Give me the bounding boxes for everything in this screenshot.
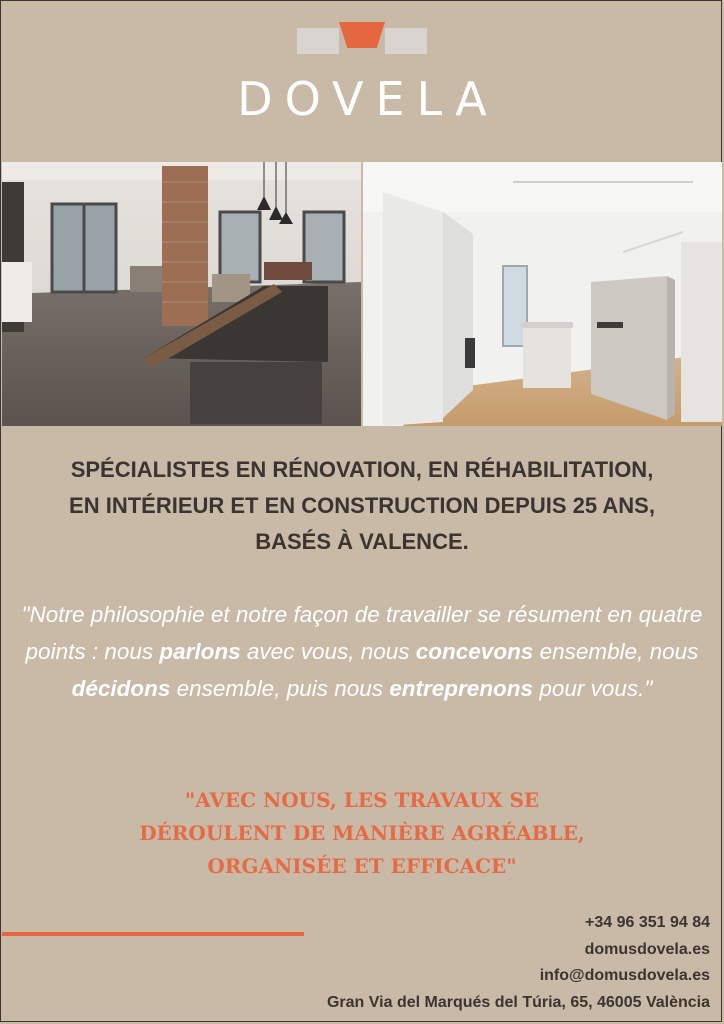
accent-divider [2, 932, 304, 936]
headline [20, 452, 704, 560]
headline-line-3: BASÉS À VALENCE. [255, 529, 469, 554]
keystone-logo-icon [297, 22, 427, 54]
tagline-line-3: ORGANISÉE ET EFFICACE" [207, 854, 517, 878]
brand-name: DOVELA [237, 72, 499, 126]
kitchen-photo [363, 162, 722, 426]
quote-text-2: avec vous, nous [240, 639, 416, 664]
quote-text-3: ensemble, nous [533, 639, 699, 664]
tagline-line-2: DÉROULENT DE MANIÈRE AGRÉABLE, [139, 821, 585, 845]
quote-keyword-parlons: parlons [159, 639, 241, 664]
quote-keyword-decidons: décidons [71, 676, 171, 701]
contact-email[interactable]: info@domusdovela.es [539, 967, 710, 984]
quote-text-5: pour vous." [533, 676, 653, 701]
quote-keyword-entreprenons: entreprenons [389, 676, 534, 701]
quote-text-1: "Notre philosophie et notre façon de travailler se résument en quatre points : nous [21, 602, 703, 664]
headline-line-1: SPÉCIALISTES EN RÉNOVATION, EN RÉHABILITATION, [70, 457, 654, 482]
headline-line-2: EN INTÉRIEUR ET EN CONSTRUCTION DEPUIS 25 ANS, [69, 493, 655, 518]
contact-address: Gran Via del Marqués del Túria, 65, 46005 València [326, 993, 710, 1011]
tagline [20, 784, 704, 883]
interior-photos [2, 162, 722, 426]
tagline-line-1: "AVEC NOUS, LES TRAVAUX SE [184, 788, 540, 812]
living-room-photo [2, 162, 361, 426]
philosophy-quote [12, 596, 712, 707]
quote-keyword-concevons: concevons [415, 639, 534, 664]
contact-website[interactable]: domusdovela.es [584, 940, 710, 958]
contact-phone[interactable]: +34 96 351 94 84 [584, 914, 710, 931]
contact-block [327, 910, 710, 1016]
quote-text-4: ensemble, puis nous [170, 676, 390, 701]
